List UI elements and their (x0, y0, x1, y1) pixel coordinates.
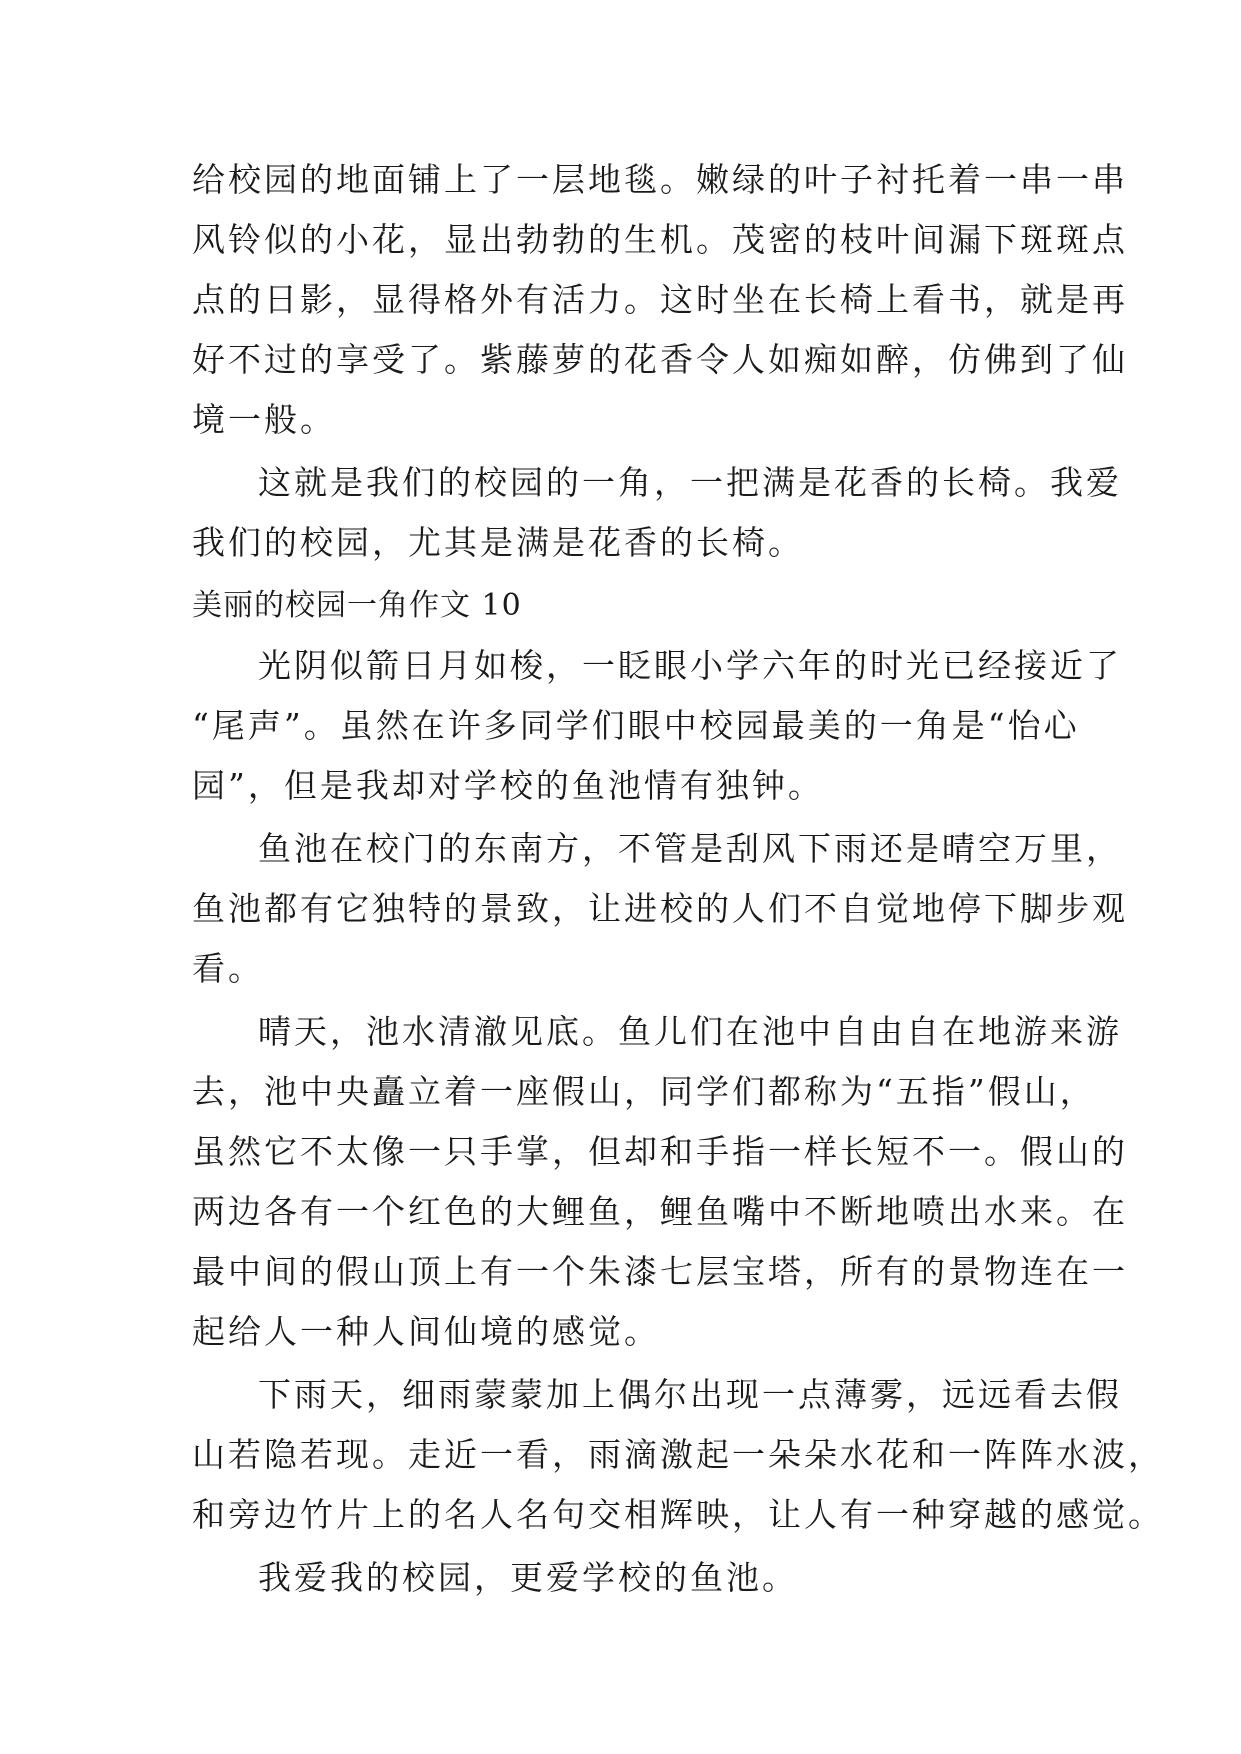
paragraph-line: 这就是我们的校园的一角，一把满是花香的长椅。我爱 (258, 463, 1122, 502)
paragraph-line: 鱼池都有它独特的景致，让进校的人们不自觉地停下脚步观 (192, 889, 1128, 928)
essay-title: 美丽的校园一角作文 10 (192, 588, 522, 623)
paragraph-line: 最中间的假山顶上有一个朱漆七层宝塔，所有的景物连在一 (192, 1252, 1128, 1291)
paragraph-line: 我爱我的校园，更爱学校的鱼池。 (258, 1558, 798, 1597)
paragraph-5 (192, 1002, 1128, 1362)
paragraph-line: 两边各有一个红色的大鲤鱼，鲤鱼嘴中不断地喷出水来。在 (192, 1192, 1128, 1231)
paragraph-line: “尾声”。虽然在许多同学们眼中校园最美的一角是“怡心 (192, 706, 1080, 745)
paragraph-line: 鱼池在校门的东南方，不管是刮风下雨还是晴空万里， (258, 829, 1122, 868)
paragraph-line: 山若隐若现。走近一看，雨滴激起一朵朵水花和一阵阵水波， (192, 1435, 1164, 1474)
paragraph-line: 晴天，池水清澈见底。鱼儿们在池中自由自在地游来游 (258, 1012, 1122, 1051)
paragraph-7 (192, 1548, 1052, 1608)
document-page (192, 150, 1164, 1611)
paragraph-6 (192, 1365, 1164, 1545)
paragraph-line: 我们的校园，尤其是满是花香的长椅。 (192, 523, 804, 562)
paragraph-line: 园”，但是我却对学校的鱼池情有独钟。 (192, 766, 824, 805)
paragraph-2 (192, 453, 1122, 573)
paragraph-line: 好不过的享受了。紫藤萝的花香令人如痴如醉，仿佛到了仙 (192, 340, 1128, 379)
paragraph-line: 风铃似的小花，显出勃勃的生机。茂密的枝叶间漏下斑斑点 (192, 220, 1128, 259)
paragraph-4 (192, 819, 1128, 999)
paragraph-line: 境一般。 (192, 400, 336, 439)
paragraph-line: 光阴似箭日月如梭，一眨眼小学六年的时光已经接近了 (258, 646, 1122, 685)
paragraph-line: 点的日影，显得格外有活力。这时坐在长椅上看书，就是再 (192, 280, 1128, 319)
paragraph-3 (192, 636, 1122, 816)
paragraph-1 (192, 150, 1128, 450)
paragraph-line: 去，池中央矗立着一座假山，同学们都称为“五指”假山， (192, 1072, 1096, 1111)
paragraph-line: 下雨天，细雨蒙蒙加上偶尔出现一点薄雾，远远看去假 (258, 1375, 1122, 1414)
paragraph-line: 起给人一种人间仙境的感觉。 (192, 1312, 660, 1351)
paragraph-line: 虽然它不太像一只手掌，但却和手指一样长短不一。假山的 (192, 1132, 1128, 1171)
paragraph-line: 给校园的地面铺上了一层地毯。嫩绿的叶子衬托着一串一串 (192, 160, 1128, 199)
paragraph-line: 和旁边竹片上的名人名句交相辉映，让人有一种穿越的感觉。 (192, 1495, 1164, 1534)
paragraph-line: 看。 (192, 949, 264, 988)
